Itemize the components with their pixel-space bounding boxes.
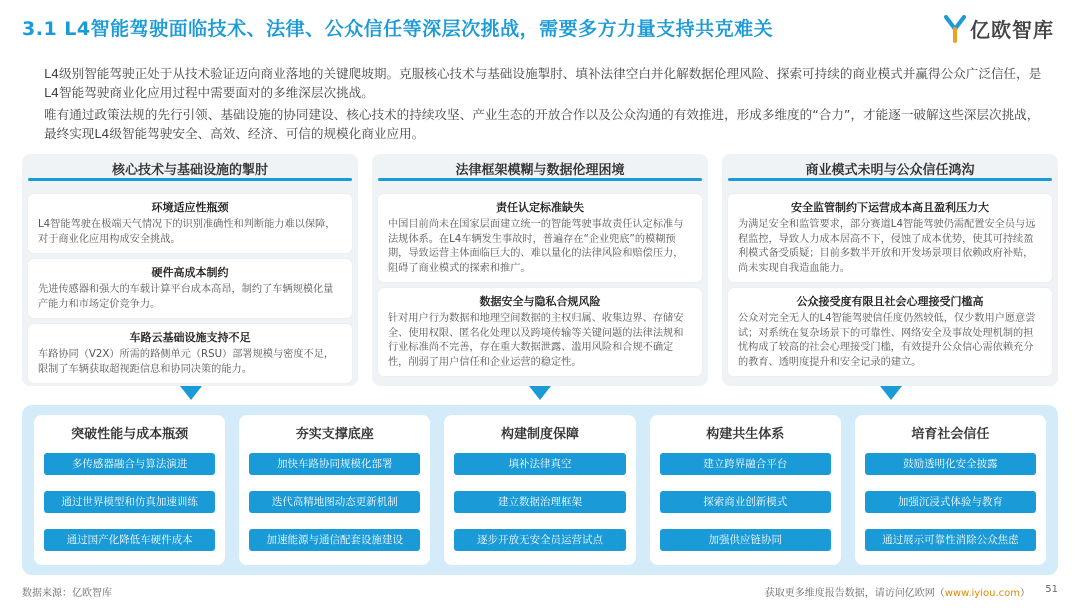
solution-item: 填补法律真空 [454,453,625,475]
solution-title: 夯实支撑底座 [295,427,374,442]
challenge-card [378,194,702,282]
down-arrow-icon [880,386,902,400]
card-body: L4智能驾驶在极端天气情况下的识别准确性和判断能力难以保障，对于商业化应用构成安全挑战。 [38,219,336,245]
solution-column [444,415,635,565]
card-title: 安全监管制约下运营成本高且盈利压力大 [791,201,989,214]
card-body: 中国目前尚未在国家层面建立统一的智能驾驶事故责任认定标准与法规体系。在L4车辆发生事故时，普遍存在“企业兜底”的模糊预期，导致运营主体面临巨大的、难以量化的法律风险和赔偿压力，阻碍了商业模式的探索和推广。 [388,219,684,274]
flow-arrows [22,386,1058,406]
solution-item: 多传感器融合与算法演进 [44,453,215,475]
challenge-card [378,288,702,376]
challenge-header: 核心技术与基础设施的掣肘 [111,163,268,178]
data-source: 数据来源：亿欧智库 [22,588,112,599]
challenge-column-tech [22,154,358,386]
solution-item: 加速能源与通信配套设施建设 [249,529,420,551]
solution-item: 通过世界模型和仿真加速训练 [44,491,215,513]
divider [728,178,1052,181]
challenge-header: 商业模式未明与公众信任鸿沟 [805,163,975,178]
challenge-card [28,259,352,318]
intro-text [44,64,1044,146]
divider [378,178,702,181]
card-body: 公众对完全无人的L4智能驾驶信任度仍然较低，仅少数用户愿意尝试；对系统在复杂场景下的可靠性、网络安全及事故处理机制的担忧构成了较高的社会心理接受门槛，有效提升公众信心需依赖充分的教育、透明度提升和安全记录的建立。 [738,313,1036,368]
solution-item: 鼓励透明化安全披露 [865,453,1036,475]
card-title: 环境适应性瓶颈 [151,201,229,214]
solution-column [650,415,841,565]
brand-logo [944,14,1054,43]
challenges-row [22,154,1058,386]
challenge-card [728,194,1052,282]
solution-column [239,415,430,565]
solution-item: 加强供应链协同 [660,529,831,551]
challenge-column-business [722,154,1058,386]
card-body: 针对用户行为数据和地理空间数据的主权归属、收集边界、存储安全、使用权限、匿名化处理以及跨境传输等关键问题的法律法规和行业标准尚不完善，存在重大数据泄露、滥用风险和合规不确定性，削弱了用户信任和企业运营的稳定性。 [388,313,684,368]
card-body: 先进传感器和强大的车载计算平台成本高昂，制约了车辆规模化量产能力和市场定价竞争力。 [38,284,334,310]
solution-item: 迭代高精地图动态更新机制 [249,491,420,513]
challenge-card [728,288,1052,376]
down-arrow-icon [180,386,202,400]
solution-title: 突破性能与成本瓶颈 [71,427,189,442]
solution-item: 加快车路协同规模化部署 [249,453,420,475]
challenge-card [28,194,352,253]
website-link[interactable]: www.iyiou.com [944,588,1020,599]
solution-item: 通过国产化降低车硬件成本 [44,529,215,551]
solution-item: 加强沉浸式体验与教育 [865,491,1036,513]
card-title: 责任认定标准缺失 [496,201,584,214]
logo-text: 亿欧智库 [970,18,1054,42]
page-title: 3.1 L4智能驾驶面临技术、法律、公众信任等深层次挑战，需要多方力量支持共克难关 [22,18,774,40]
down-arrow-icon [529,386,551,400]
cta-suffix: ） [1020,588,1030,599]
solution-item: 逐步开放无安全员运营试点 [454,529,625,551]
solution-title: 培育社会信任 [911,427,990,442]
solution-item: 探索商业创新模式 [660,491,831,513]
solution-column [34,415,225,565]
card-title: 硬件高成本制约 [151,266,229,279]
challenge-column-law [372,154,708,386]
card-body: 为满足安全和监管要求，部分赛道L4智能驾驶仍需配置安全员与远程监控，导致人力成本居高不下，侵蚀了成本优势，使其可持续盈利模式备受质疑；目前多数半开放和开发场景项目依赖政府补贴，尚未实现自我造血能力。 [738,219,1036,274]
logo-mark-icon [944,15,966,43]
solution-item: 通过展示可靠性消除公众焦虑 [865,529,1036,551]
solution-title: 构建共生体系 [706,427,785,442]
card-title: 数据安全与隐私合规风险 [479,295,601,308]
challenge-card [28,324,352,383]
challenge-header: 法律框架模糊与数据伦理困境 [455,163,625,178]
intro-paragraph: L4级别智能驾驶正处于从技术验证迈向商业落地的关键爬坡期。克服核心技术与基础设施掣肘、填补法律空白并化解数据伦理风险、探索可持续的商业模式并赢得公众广泛信任，是L4智能驾驶商业化应用过程中需要面对的多维深层次挑战。 [44,66,1042,100]
footer-cta [765,584,1030,599]
card-body: 车路协同（V2X）所需的路侧单元（RSU）部署规模与密度不足，限制了车辆获取超视距信息和协同决策的能力。 [38,349,335,375]
solution-item: 建立数据治理框架 [454,491,625,513]
card-title: 公众接受度有限且社会心理接受门槛高 [796,295,984,308]
intro-paragraph: 唯有通过政策法规的先行引领、基础设施的协同建设、核心技术的持续攻坚、产业生态的开放合作以及公众沟通的有效推进，形成多维度的“合力”，才能逐一破解这些深层次挑战，最终实现L4级智能驾驶安全、高效、经济、可信的规模化商业应用。 [44,107,1040,141]
card-title: 车路云基础设施支持不足 [129,331,251,344]
solution-item: 建立跨界融合平台 [660,453,831,475]
solution-column [855,415,1046,565]
solution-title: 构建制度保障 [501,427,580,442]
solutions-panel [22,405,1058,575]
cta-prefix: 获取更多维度报告数据，请访问亿欧网（ [764,588,945,599]
page-number: 51 [1045,584,1058,595]
divider [28,178,352,181]
